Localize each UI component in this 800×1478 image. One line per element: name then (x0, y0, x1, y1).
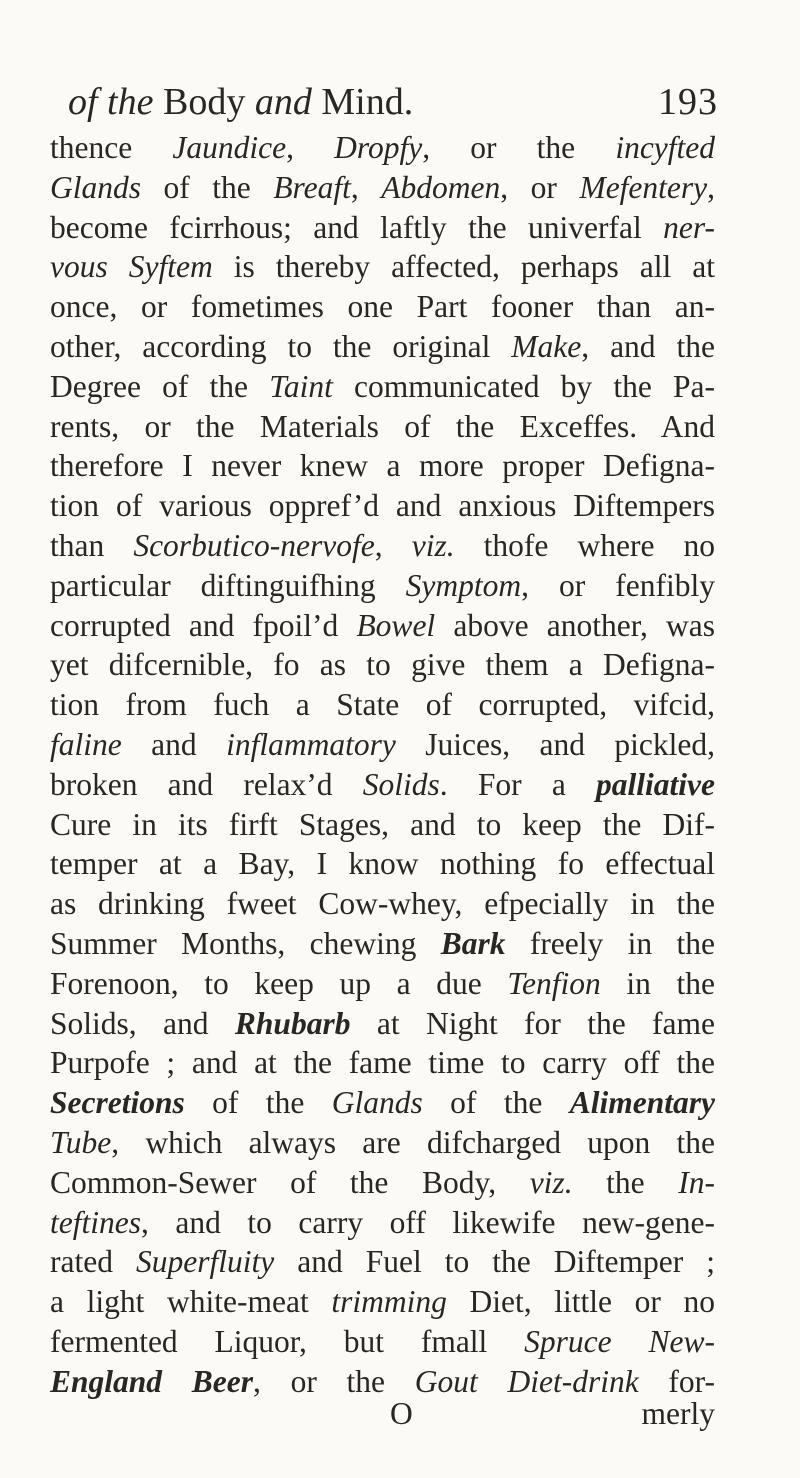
text-run: , (286, 130, 335, 165)
text-run: rents, or the Materials of the Exceffes. And (50, 408, 715, 444)
text-line (50, 1085, 715, 1121)
text-run: Diet, little or no (446, 1284, 715, 1320)
text-run: tion from fuch a State of corrupted, vifcid, (50, 687, 715, 723)
italic-run: viz. (529, 1164, 573, 1200)
text-run: Common-Sewer of the Body, (50, 1164, 530, 1200)
text-line (50, 170, 715, 206)
signature-mark: O (390, 1396, 413, 1431)
text-line (50, 488, 715, 524)
title-roman-part: Mind. (311, 81, 414, 123)
text-run: broken and relax’d (50, 766, 363, 802)
italic-run: Spruce New- (524, 1324, 715, 1359)
text-line (50, 1045, 715, 1081)
text-run: Summer Months, chewing (50, 926, 441, 961)
text-line (50, 568, 715, 604)
text-line (50, 807, 715, 843)
text-line (50, 1006, 715, 1042)
text-line (50, 1324, 715, 1360)
italic-run: teftines (50, 1204, 141, 1240)
text-run: corrupted and fpoil’d (50, 607, 357, 643)
catchword: merly (641, 1396, 715, 1431)
title-italic-part: of the (68, 81, 154, 123)
italic-run: In- (678, 1164, 715, 1200)
italic-run: Make (511, 329, 582, 364)
text-run: , or (500, 169, 580, 205)
text-run: communicated by the Pa- (332, 368, 716, 404)
italic-run: Mefentery (579, 169, 708, 205)
text-line (50, 409, 715, 445)
text-run: therefore I never knew a more proper Defigna- (50, 448, 715, 484)
italic-run: Secretions (50, 1085, 185, 1121)
text-run: Juices, and pickled, (395, 727, 715, 762)
text-run: Forenoon, to keep up a due (50, 965, 508, 1001)
text-run: a light white-meat (50, 1284, 332, 1320)
text-run: , or the (253, 1363, 415, 1399)
text-run: thence (50, 130, 173, 165)
text-run: the (572, 1164, 679, 1200)
text-run: above another, was (435, 607, 715, 643)
text-line (50, 1125, 715, 1161)
italic-run: Solids (362, 766, 440, 802)
text-run: , and to carry off likewife new-gene- (140, 1204, 715, 1240)
text-line (50, 289, 715, 325)
text-run: is thereby affected, perhaps all at (212, 249, 715, 285)
text-run: Purpofe ; and at the fame time to carry off the (50, 1045, 715, 1081)
text-run: in the (600, 965, 715, 1001)
text-line (50, 846, 715, 882)
italic-run: Bowel (356, 607, 436, 643)
italic-run: palliative (596, 766, 715, 802)
text-run: other, according to the original (50, 329, 512, 364)
text-run: Solids, and (50, 1005, 235, 1041)
text-run: temper at a Bay, I know nothing fo effectual (50, 846, 715, 882)
text-line (50, 249, 715, 285)
text-line (50, 966, 715, 1002)
running-title (68, 80, 413, 124)
text-run: and Fuel to the Diftemper ; (274, 1244, 715, 1280)
text-run: once, or fometimes one Part fooner than an- (50, 289, 715, 325)
text-run: of the (141, 169, 274, 205)
text-run: , or fenfibly (521, 567, 715, 603)
text-run: of the (184, 1085, 332, 1121)
italic-run: Abdomen (381, 169, 501, 205)
text-line (50, 1364, 715, 1400)
italic-run: Jaundice (172, 130, 287, 165)
text-run: thofe where no (454, 528, 716, 563)
text-run: Cure in its firft Stages, and to keep the Dif- (50, 806, 715, 842)
text-run: , or the (422, 130, 616, 165)
italic-run: vous Syftem (50, 249, 213, 285)
text-line (50, 130, 715, 166)
text-run: , (374, 528, 412, 563)
title-roman-part: Body (153, 81, 255, 123)
italic-run: Breaft (273, 169, 351, 205)
italic-run: Alimentary (569, 1085, 715, 1121)
italic-run: Tube (50, 1125, 112, 1160)
text-run: as drinking fweet Cow-whey, efpecially in the (50, 886, 715, 922)
text-run: , and the (581, 329, 715, 364)
text-line (50, 210, 715, 246)
title-italic-part: and (254, 81, 312, 123)
text-line (50, 528, 715, 564)
text-line (50, 767, 715, 803)
text-run: become fcirrhous; and laftly the univerfal (50, 209, 664, 245)
text-run: and (121, 727, 227, 762)
text-line (50, 608, 715, 644)
italic-run: Glands (331, 1085, 423, 1121)
text-line (50, 687, 715, 723)
text-run: , (350, 169, 382, 205)
text-line (50, 1244, 715, 1280)
page-footer (50, 1396, 715, 1436)
text-run: , (707, 169, 716, 205)
text-line (50, 926, 715, 962)
italic-run: Symptom (405, 567, 522, 603)
text-run: yet difcernible, fo as to give them a Defigna- (50, 647, 715, 683)
text-run: than (50, 528, 134, 563)
page-number: 193 (658, 81, 718, 123)
italic-run: England Beer (50, 1363, 253, 1399)
italic-run: Dropfy (334, 130, 423, 165)
italic-run: Tenfion (507, 965, 601, 1001)
italic-run: ner- (663, 209, 715, 245)
italic-run: Glands (50, 169, 142, 205)
text-run: tion of various oppref’d and anxious Diftempers (50, 488, 715, 524)
italic-run: incyfted (615, 130, 716, 165)
text-line (50, 727, 715, 763)
text-run: of the (422, 1085, 570, 1121)
text-run: rated (50, 1244, 136, 1280)
text-run: for- (638, 1363, 715, 1399)
text-run: Degree of the (50, 368, 270, 404)
italic-run: inflammatory (226, 727, 396, 762)
italic-run: faline (50, 727, 122, 762)
italic-run: Rhubarb (234, 1005, 351, 1041)
text-line (50, 1205, 715, 1241)
italic-run: viz. (411, 528, 455, 563)
text-line (50, 1165, 715, 1201)
text-run: particular diftinguifhing (50, 567, 406, 603)
text-run: freely in the (505, 926, 715, 961)
italic-run: Bark (440, 926, 506, 961)
text-line (50, 647, 715, 683)
text-run: . For a (439, 766, 597, 802)
text-line (50, 369, 715, 405)
italic-run: Gout Diet-drink (414, 1363, 639, 1399)
text-line (50, 329, 715, 365)
text-run: , which always are difcharged upon the (111, 1125, 715, 1160)
text-line (50, 886, 715, 922)
italic-run: Scorbutico-nervofe (133, 528, 375, 563)
text-run: fermented Liquor, but fmall (50, 1324, 525, 1359)
text-run: at Night for the fame (350, 1005, 716, 1041)
text-line (50, 448, 715, 484)
italic-run: trimming (331, 1284, 447, 1320)
text-line (50, 1284, 715, 1320)
italic-run: Taint (269, 368, 333, 404)
italic-run: Superfluity (135, 1244, 275, 1280)
